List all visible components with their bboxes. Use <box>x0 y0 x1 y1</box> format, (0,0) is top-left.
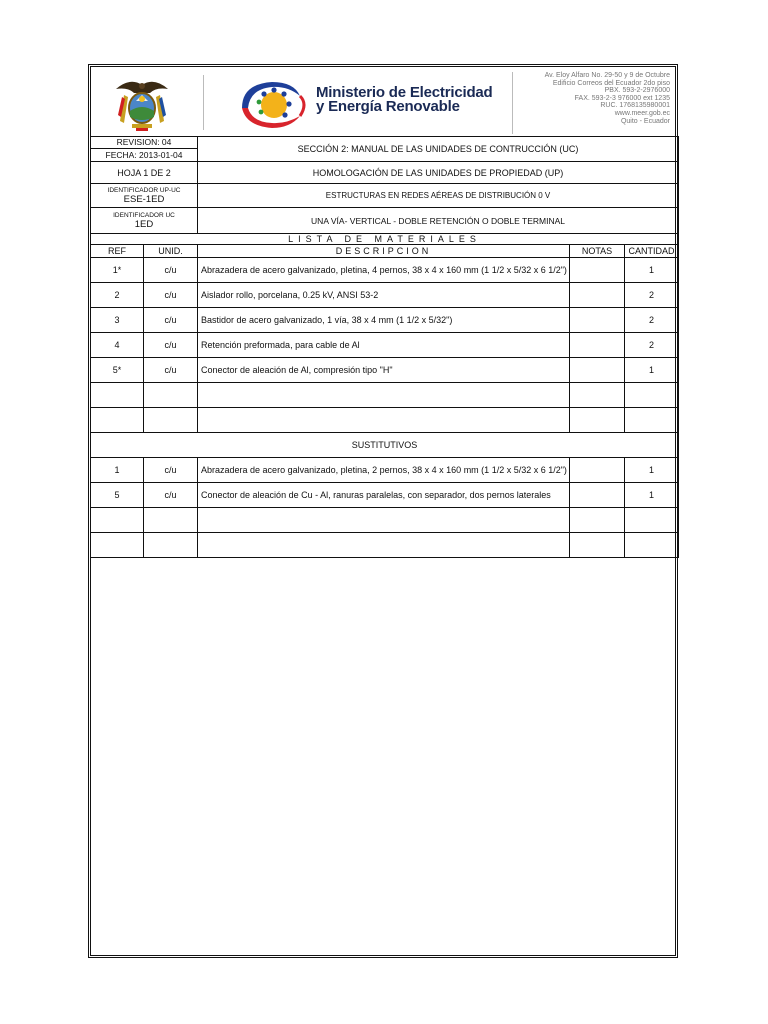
row-desc: Aislador rollo, porcelana, 0.25 kV, ANSI 53-2 <box>198 283 570 308</box>
row-unid: c/u <box>144 483 198 508</box>
row-desc: Conector de aleación de Al, compresión tipo "H" <box>198 358 570 383</box>
sustitutivos-title-row <box>91 433 679 458</box>
empty-cell <box>198 383 570 408</box>
row-ref: 2 <box>91 283 144 308</box>
id-uc-cell <box>91 208 198 234</box>
table-row <box>91 283 679 308</box>
row-unid: c/u <box>144 258 198 283</box>
hoja-text: HOJA 1 DE 2 <box>91 162 198 184</box>
contact-fax: FAX. 593-2-3 976000 ext 1235 <box>574 94 670 102</box>
row-ref: 1 <box>91 458 144 483</box>
col-header-cantidad: CANTIDAD <box>625 245 679 258</box>
row-unid: c/u <box>144 333 198 358</box>
empty-cell <box>198 533 570 558</box>
id-uc-label: IDENTIFICADOR UC <box>113 211 175 219</box>
row-desc: Abrazadera de acero galvanizado, pletina, 4 pernos, 38 x 4 x 160 mm (1 1/2 x 5/32 x 6 1/2") <box>198 258 570 283</box>
table-row <box>91 308 679 333</box>
empty-table-row <box>91 508 679 533</box>
row-ref: 5* <box>91 358 144 383</box>
fecha-text: FECHA: 2013-01-04 <box>105 150 183 160</box>
id-up-value: ESE-1ED <box>123 193 165 205</box>
col-header-unid: UNID. <box>144 245 198 258</box>
empty-cell <box>570 383 625 408</box>
info-row-revision <box>91 137 679 162</box>
col-header-notas: NOTAS <box>570 245 625 258</box>
column-header-row <box>91 245 679 258</box>
contact-building: Edificio Correos del Ecuador 2do piso <box>552 79 670 87</box>
info-row-id-uc <box>91 208 679 234</box>
row-desc: Conector de aleación de Cu - Al, ranuras paralelas, con separador, dos pernos laterales <box>198 483 570 508</box>
ministry-name-line1: Ministerio de Electricidad <box>316 84 493 101</box>
ministry-name-line2: y Energía Renovable <box>316 98 460 115</box>
id-uc-value: 1ED <box>134 218 154 230</box>
row-unid: c/u <box>144 283 198 308</box>
materials-form-table <box>90 136 679 558</box>
revision-text: REVISION: 04 <box>91 137 197 149</box>
info-row-id-up <box>91 184 679 208</box>
estructuras-text: ESTRUCTURAS EN REDES AÉREAS DE DISTRIBUCIÓN 0 V <box>198 184 679 208</box>
row-cantidad: 2 <box>625 283 679 308</box>
empty-cell <box>91 408 144 433</box>
table-row <box>91 483 679 508</box>
col-header-ref: REF <box>91 245 144 258</box>
row-notas <box>570 358 625 383</box>
sustitutivos-title: SUSTITUTIVOS <box>91 433 679 458</box>
row-notas <box>570 283 625 308</box>
empty-cell <box>91 508 144 533</box>
uc-description: UNA VÍA- VERTICAL - DOBLE RETENCIÓN O DOBLE TERMINAL <box>198 208 679 234</box>
row-notas <box>570 308 625 333</box>
empty-table-row <box>91 408 679 433</box>
row-cantidad: 2 <box>625 308 679 333</box>
row-unid: c/u <box>144 308 198 333</box>
header-separator <box>203 75 204 130</box>
contact-address: Av. Eloy Alfaro No. 29-50 y 9 de Octubre <box>544 72 670 79</box>
row-cantidad: 1 <box>625 258 679 283</box>
empty-cell <box>91 533 144 558</box>
row-desc: Bastidor de acero galvanizado, 1 vía, 38 x 4 mm (1 1/2 x 5/32") <box>198 308 570 333</box>
empty-cell <box>570 408 625 433</box>
table-row <box>91 358 679 383</box>
contact-city: Quito - Ecuador <box>620 117 670 125</box>
empty-cell <box>144 508 198 533</box>
col-header-desc: DESCRIPCION <box>198 245 570 258</box>
empty-cell <box>570 508 625 533</box>
empty-cell <box>625 408 679 433</box>
empty-cell <box>625 508 679 533</box>
row-notas <box>570 333 625 358</box>
row-unid: c/u <box>144 358 198 383</box>
ministry-sun-logo-icon <box>238 78 310 130</box>
contact-website: www.meer.gob.ec <box>614 109 670 117</box>
ministry-name <box>316 86 493 114</box>
empty-cell <box>625 533 679 558</box>
row-notas <box>570 483 625 508</box>
section-title: SECCIÓN 2: MANUAL DE LAS UNIDADES DE CONTRUCCIÓN (UC) <box>198 137 679 162</box>
empty-table-row <box>91 383 679 408</box>
table-row <box>91 458 679 483</box>
table-row <box>91 258 679 283</box>
row-desc: Retención preformada, para cable de Al <box>198 333 570 358</box>
row-cantidad: 1 <box>625 483 679 508</box>
info-row-hoja <box>91 162 679 184</box>
id-up-cell <box>91 184 198 208</box>
row-notas <box>570 258 625 283</box>
id-up-label: IDENTIFICADOR UP-UC <box>107 186 181 194</box>
row-cantidad: 1 <box>625 358 679 383</box>
table-row <box>91 333 679 358</box>
row-ref: 1* <box>91 258 144 283</box>
materials-title-row <box>91 234 679 245</box>
empty-cell <box>144 408 198 433</box>
contact-pbx: PBX. 593-2-2976000 <box>604 87 670 95</box>
row-ref: 3 <box>91 308 144 333</box>
ecuador-coat-of-arms-icon <box>110 75 174 135</box>
row-ref: 4 <box>91 333 144 358</box>
row-cantidad: 2 <box>625 333 679 358</box>
row-cantidad: 1 <box>625 458 679 483</box>
row-ref: 5 <box>91 483 144 508</box>
empty-cell <box>570 533 625 558</box>
contact-info <box>512 72 674 134</box>
row-desc: Abrazadera de acero galvanizado, pletina, 2 pernos, 38 x 4 x 160 mm (1 1/2 x 5/32 x 6 1/2") <box>198 458 570 483</box>
empty-table-row <box>91 533 679 558</box>
empty-cell <box>198 408 570 433</box>
empty-cell <box>91 383 144 408</box>
homologacion-title: HOMOLOGACIÓN DE LAS UNIDADES DE PROPIEDAD (UP) <box>198 162 679 184</box>
row-unid: c/u <box>144 458 198 483</box>
empty-cell <box>144 383 198 408</box>
empty-cell <box>625 383 679 408</box>
contact-ruc: RUC. 1768135980001 <box>600 102 670 110</box>
row-notas <box>570 458 625 483</box>
revision-fecha-cell <box>91 137 198 162</box>
empty-cell <box>198 508 570 533</box>
materials-title: LISTA DE MATERIALES <box>91 234 679 245</box>
empty-cell <box>144 533 198 558</box>
